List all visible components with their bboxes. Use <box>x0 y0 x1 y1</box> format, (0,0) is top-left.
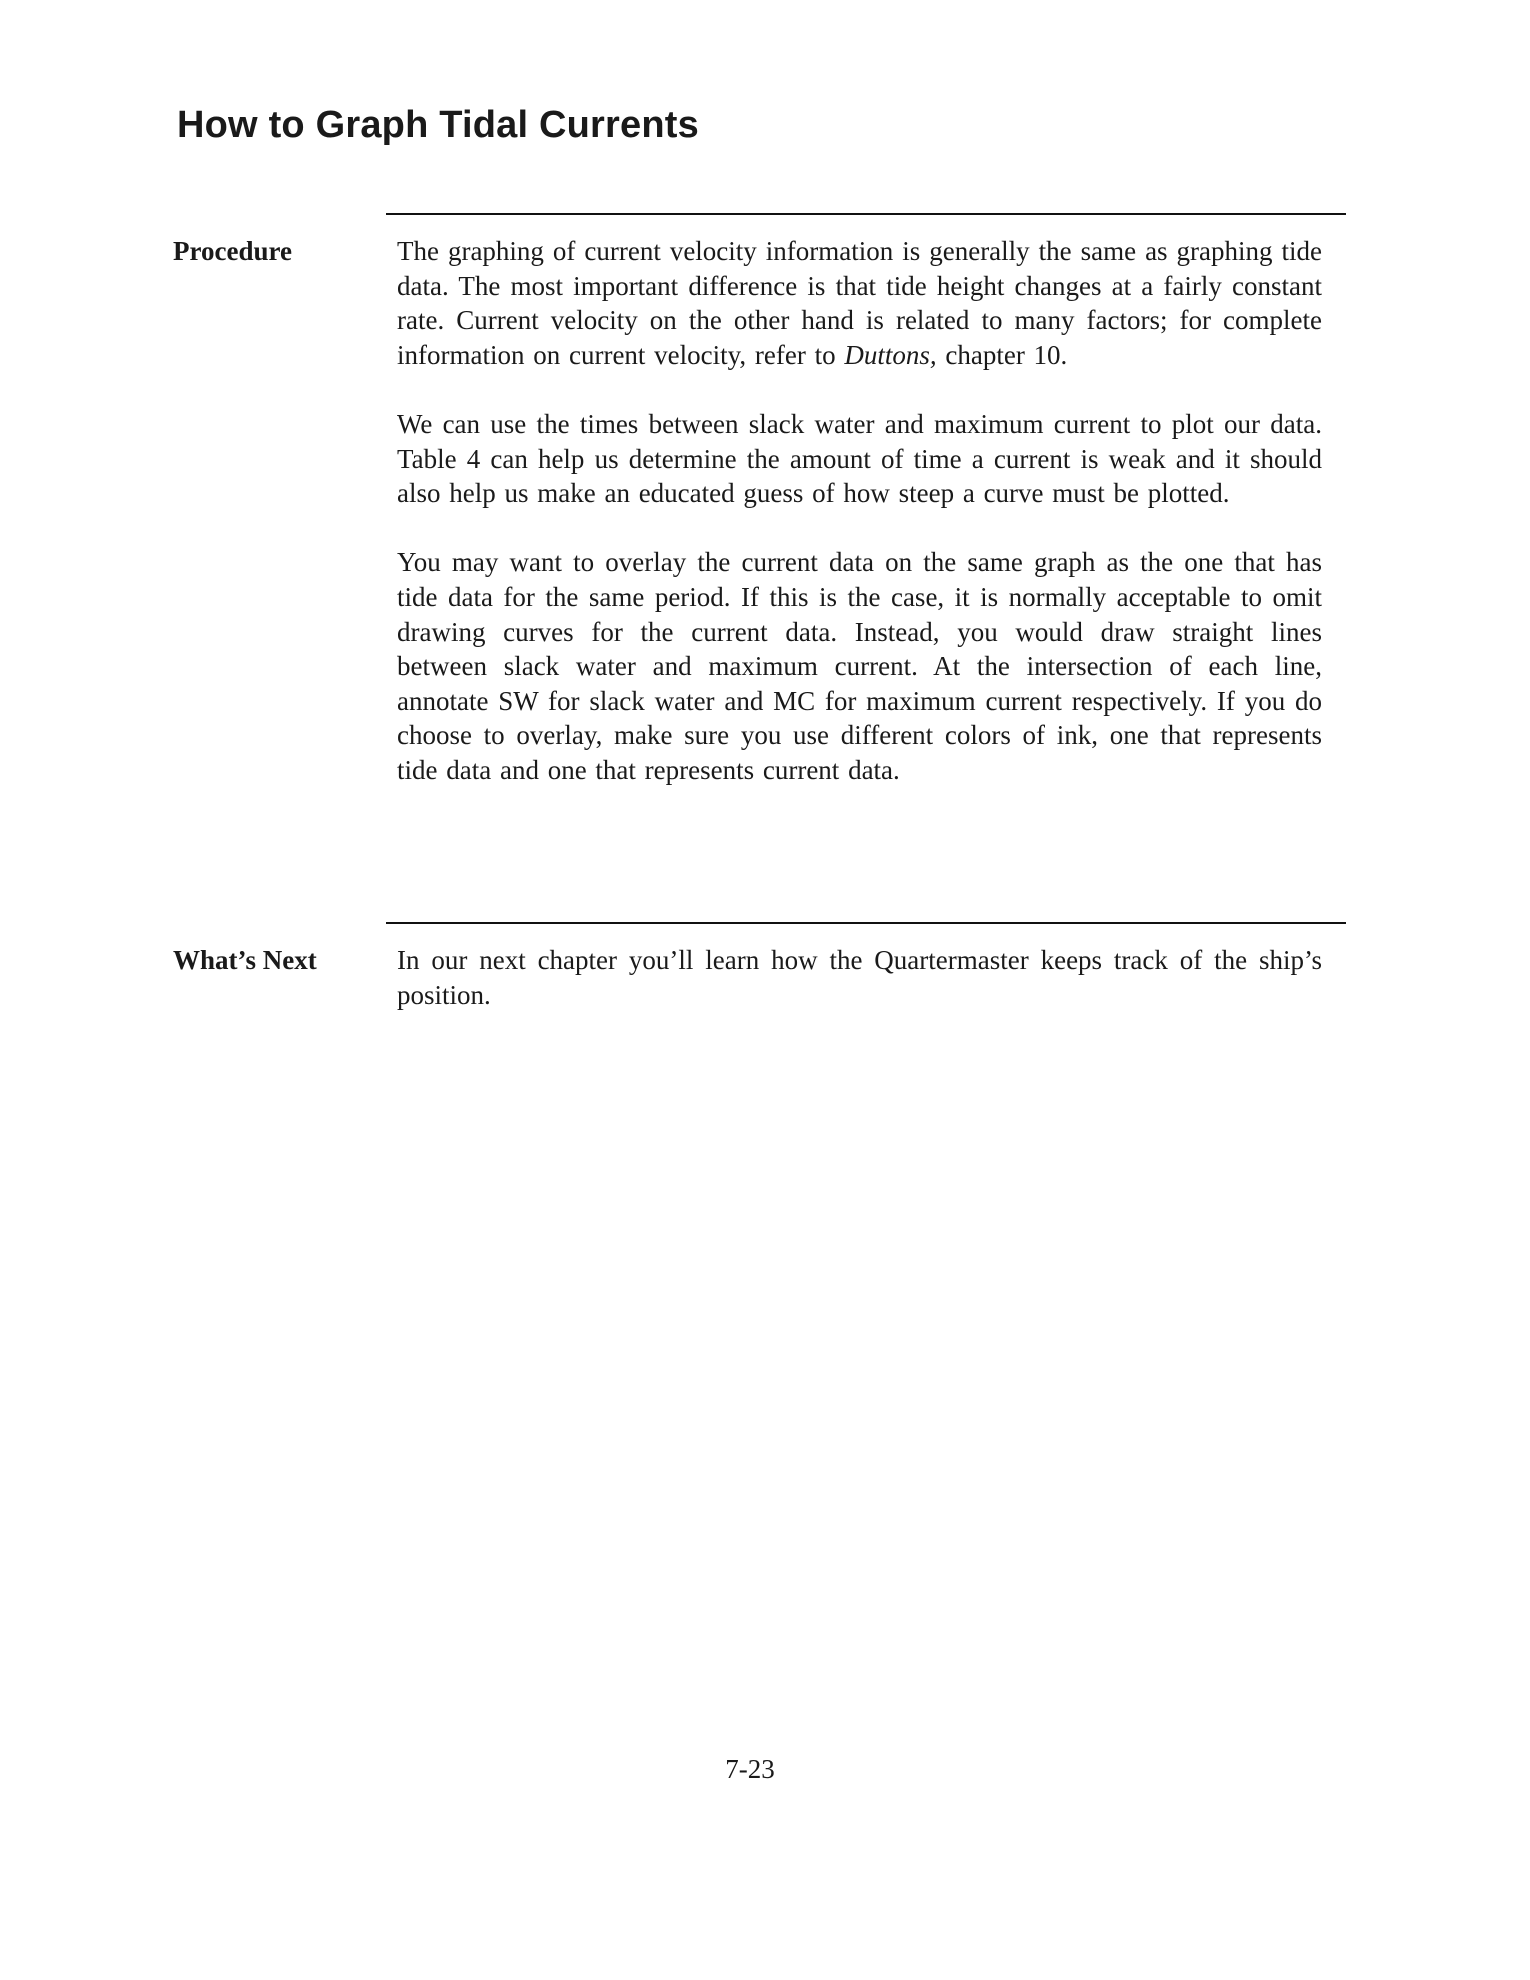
procedure-paragraph-1-text: The graphing of current velocity information is generally the same as graphing tide data. The most important difference is that tide height changes at a fairly constant rate. Current velocity on the other hand is related to many factors; for complete information on current velocity, refer to <box>397 236 1322 370</box>
page-title: How to Graph Tidal Currents <box>177 104 699 146</box>
procedure-body <box>397 234 1322 788</box>
procedure-paragraph-1-tail: chapter 10. <box>936 339 1068 370</box>
section-divider-middle <box>386 922 1346 924</box>
procedure-paragraph-3: You may want to overlay the current data on the same graph as the one that has tide data for the same period. If this is the case, it is normally acceptable to omit drawing curves for the current data. Instead, you would draw straight lines between slack water and maximum current. At the intersection of each line, annotate SW for slack water and MC for maximum current respectively. If you do choose to overlay, make sure you use different colors of ink, one that represents tide data and one that represents current data. <box>397 547 1322 785</box>
procedure-paragraph-2: We can use the times between slack water and maximum current to plot our data. Table 4 can help us determine the amount of time a current is weak and it should also help us make an educated guess of how steep a curve must be plotted. <box>397 408 1322 509</box>
whats-next-body <box>397 943 1322 1012</box>
duttons-reference: Duttons, <box>844 339 937 370</box>
page-number: 7-23 <box>725 1754 775 1784</box>
whats-next-paragraph: In our next chapter you’ll learn how the Quartermaster keeps track of the ship’s position. <box>397 945 1322 1010</box>
procedure-paragraph-1 <box>397 234 1322 372</box>
section-divider-top <box>386 213 1346 215</box>
procedure-label: Procedure <box>173 236 292 266</box>
whats-next-label: What’s Next <box>173 945 317 975</box>
